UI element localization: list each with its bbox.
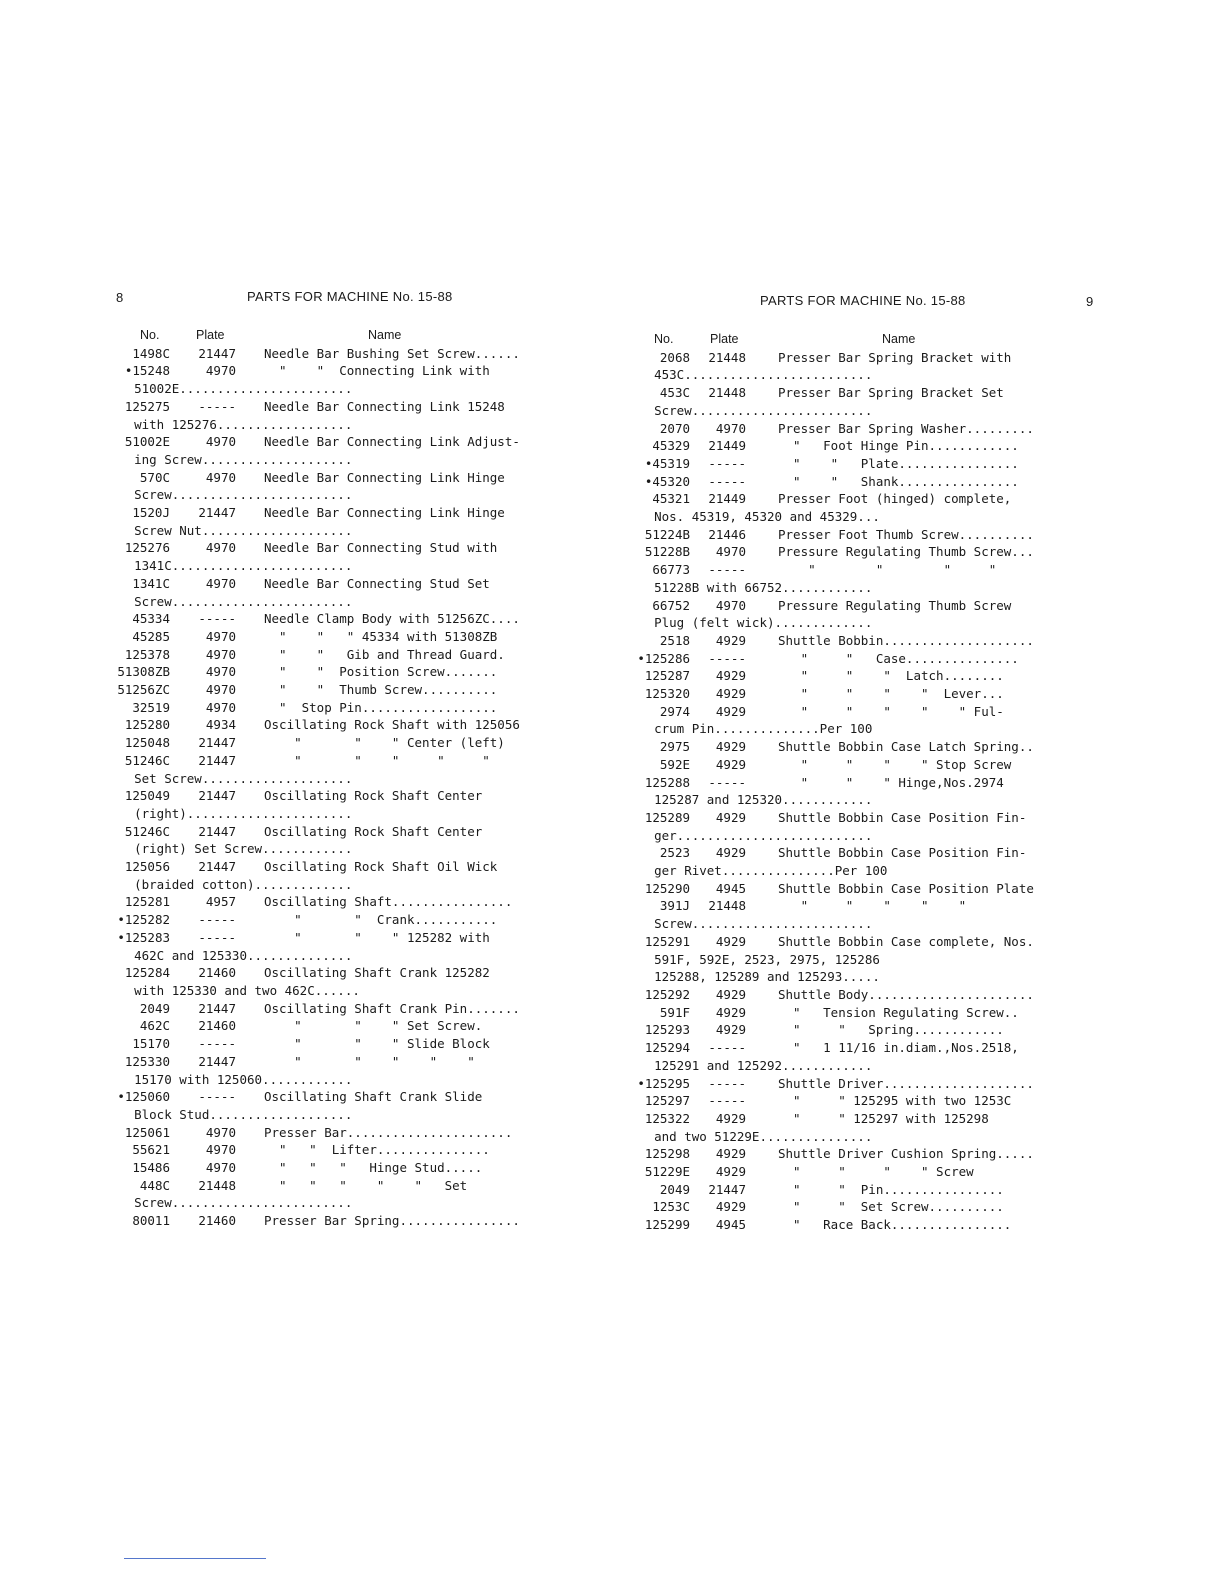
part-name: " Foot Hinge Pin............	[778, 438, 1019, 454]
part-number: 2518	[659, 632, 690, 648]
parts-row	[624, 880, 1034, 898]
part-number: 125320	[644, 686, 690, 702]
parts-row	[624, 349, 1034, 384]
plate-number: 4929	[715, 987, 746, 1002]
part-number: 125290	[644, 880, 690, 896]
parts-row	[624, 1145, 1034, 1163]
parts-row	[104, 787, 520, 822]
parts-row	[624, 490, 1034, 525]
part-name: " Tension Regulating Screw..	[778, 1004, 1019, 1020]
plate-number: 4929	[715, 1022, 746, 1038]
parts-row	[624, 420, 1034, 438]
left-page-title: PARTS FOR MACHINE No. 15-88	[247, 289, 453, 304]
plate-number: -----	[708, 1093, 746, 1109]
parts-row	[624, 685, 1034, 703]
part-name: Needle Bar Connecting Stud Set Screw........................	[134, 575, 490, 609]
parts-row	[624, 986, 1034, 1004]
parts-row	[104, 575, 520, 610]
part-number: 125291	[644, 933, 690, 949]
parts-row	[624, 1216, 1034, 1234]
part-name: Presser Bar Spring................	[264, 1213, 520, 1229]
plate-number: 4957	[205, 894, 236, 910]
part-number: 591F	[659, 1004, 690, 1020]
part-number: •45320	[644, 473, 690, 489]
parts-row	[104, 858, 520, 893]
parts-row	[104, 734, 520, 752]
plate-number: 21447	[198, 859, 236, 875]
part-name: " Race Back................	[778, 1217, 1012, 1233]
parts-row	[624, 1181, 1034, 1199]
part-number: 1253C	[652, 1199, 690, 1215]
plate-number: 21448	[198, 1177, 236, 1193]
parts-row	[104, 1017, 520, 1035]
part-name: " " Connecting Link with 51002E.......................	[134, 363, 490, 397]
part-name: " " " " " Set Screw........................	[134, 1177, 468, 1211]
part-number: 51224B	[644, 526, 690, 542]
left-parts-table	[104, 327, 520, 1230]
plate-number: 4970	[205, 1124, 236, 1140]
part-name: Oscillating Rock Shaft Oil Wick (braided cotton).............	[134, 859, 498, 892]
part-number: 51229E	[644, 1164, 690, 1180]
part-number: 51002E	[124, 434, 170, 450]
parts-row	[624, 561, 1034, 596]
part-name: " " " " Screw	[778, 1164, 974, 1180]
parts-row	[104, 1212, 520, 1230]
parts-row	[624, 384, 1034, 419]
plate-number: 4970	[715, 420, 746, 436]
plate-number: 4929	[715, 668, 746, 684]
parts-row	[104, 663, 520, 681]
parts-row	[104, 699, 520, 717]
plate-number: 4970	[205, 1160, 236, 1176]
parts-row	[624, 1092, 1034, 1110]
parts-row	[104, 610, 520, 628]
part-name: Presser Foot Thumb Screw..........	[778, 526, 1034, 542]
part-number: 125322	[644, 1110, 690, 1126]
plate-number: -----	[198, 398, 236, 414]
parts-row	[104, 1000, 520, 1018]
plate-number: -----	[708, 1075, 746, 1091]
part-number: 125378	[124, 646, 170, 662]
parts-row	[104, 752, 520, 787]
part-name: " " " Hinge,Nos.2974 125287 and 125320............	[654, 774, 1004, 808]
parts-row	[624, 933, 1034, 986]
plate-number: 4970	[205, 682, 236, 698]
part-number: •125286	[637, 650, 690, 666]
part-name: " " " " 51228B with 66752............	[654, 562, 997, 595]
plate-number: 21447	[198, 823, 236, 839]
parts-row	[104, 1035, 520, 1053]
part-name: Needle Bar Bushing Set Screw......	[264, 345, 520, 361]
plate-number: 21447	[708, 1181, 746, 1197]
plate-number: 21448	[708, 898, 746, 914]
plate-number: -----	[708, 774, 746, 790]
plate-number: 4929	[715, 739, 746, 755]
part-name: Shuttle Bobbin Case Position Plate	[778, 880, 1034, 896]
part-number: 45321	[652, 491, 690, 507]
plate-number: 4929	[715, 1164, 746, 1180]
plate-number: 21447	[198, 345, 236, 361]
part-number: 125284	[124, 965, 170, 981]
part-number: 125276	[124, 540, 170, 556]
parts-row	[624, 650, 1034, 668]
part-name: " " Lifter...............	[264, 1142, 490, 1158]
part-number: •125295	[637, 1075, 690, 1091]
part-name: Needle Clamp Body with 51256ZC....	[264, 611, 520, 627]
plate-number: -----	[708, 455, 746, 471]
parts-row	[104, 1141, 520, 1159]
part-name: " " Plate................	[778, 455, 1019, 471]
part-number: 1498C	[132, 345, 170, 361]
parts-row	[104, 893, 520, 911]
part-name: " " " 125282 with 462C and 125330..............	[134, 929, 490, 963]
part-name: Presser Bar Spring Bracket Set Screw........................	[654, 385, 1004, 418]
plate-number: 4970	[715, 597, 746, 613]
parts-row	[624, 1075, 1034, 1093]
part-name: " " 125297 with 125298 and two 51229E...............	[654, 1110, 989, 1144]
plate-number: 21460	[198, 1213, 236, 1229]
plate-number: 4970	[205, 540, 236, 556]
part-number: 2523	[659, 845, 690, 861]
parts-row	[104, 362, 520, 397]
header-plate: Plate	[196, 328, 225, 342]
part-name: Presser Bar......................	[264, 1124, 513, 1140]
part-name: Oscillating Shaft................	[264, 894, 513, 910]
part-number: 2974	[659, 703, 690, 719]
plate-number: 4929	[715, 1110, 746, 1126]
part-number: 125287	[644, 668, 690, 684]
parts-row	[104, 823, 520, 858]
plate-number: 21446	[708, 526, 746, 542]
part-name: Oscillating Shaft Crank Pin.......	[264, 1000, 520, 1016]
parts-row	[104, 1124, 520, 1142]
plate-number: 4970	[205, 628, 236, 644]
part-name: Shuttle Bobbin Case Position Fin- ger Rivet...............Per 100	[654, 845, 1027, 879]
parts-row	[104, 911, 520, 929]
header-no: No.	[140, 328, 160, 342]
parts-row	[624, 774, 1034, 809]
part-number: 51256ZC	[117, 682, 170, 698]
part-number: 45334	[132, 611, 170, 627]
part-number: 125292	[644, 987, 690, 1002]
plate-number: 4929	[715, 703, 746, 719]
parts-row	[104, 539, 520, 574]
part-name: Oscillating Rock Shaft with 125056	[264, 717, 520, 733]
parts-row	[104, 433, 520, 468]
plate-number: 21449	[708, 438, 746, 454]
part-name: " " " Latch........	[778, 668, 1004, 684]
plate-number: 4970	[205, 575, 236, 591]
plate-number: -----	[198, 611, 236, 627]
part-number: •125060	[117, 1089, 170, 1105]
part-number: 462C	[139, 1018, 170, 1034]
part-number: 125275	[124, 398, 170, 414]
part-number: •125283	[117, 929, 170, 945]
parts-row	[624, 437, 1034, 455]
right-page-title: PARTS FOR MACHINE No. 15-88	[760, 293, 966, 308]
plate-number: -----	[708, 473, 746, 489]
parts-row	[104, 1159, 520, 1177]
plate-number: -----	[708, 1040, 746, 1056]
part-name: Presser Bar Spring Washer.........	[778, 420, 1034, 436]
parts-row	[624, 1198, 1034, 1216]
part-name: " " Pin................	[778, 1181, 1004, 1197]
part-name: " " Spring............	[778, 1022, 1004, 1038]
part-name: " " Gib and Thread Guard.	[264, 646, 505, 662]
part-number: 2049	[139, 1000, 170, 1016]
plate-number: -----	[198, 912, 236, 928]
part-number: 125048	[124, 735, 170, 751]
parts-row	[104, 646, 520, 664]
part-name: Oscillating Shaft Crank 125282 with 125330 and two 462C......	[134, 965, 490, 998]
plate-number: 4970	[205, 664, 236, 680]
part-number: •45319	[644, 455, 690, 471]
part-name: Shuttle Bobbin....................	[778, 632, 1034, 648]
part-number: 570C	[139, 469, 170, 485]
header-name: Name	[368, 328, 402, 342]
parts-row	[104, 681, 520, 699]
left-table-header	[104, 327, 520, 345]
part-number: 125299	[644, 1217, 690, 1233]
part-name: " " Shank................	[778, 473, 1019, 489]
right-page-number: 9	[1086, 294, 1094, 309]
parts-row	[104, 469, 520, 504]
part-name: Shuttle Body......................	[778, 987, 1034, 1002]
header-no: No.	[654, 332, 674, 346]
parts-row	[104, 929, 520, 964]
part-number: 391J	[659, 898, 690, 914]
part-number: 125056	[124, 859, 170, 875]
parts-row	[104, 1177, 520, 1212]
plate-number: 21447	[198, 1053, 236, 1069]
plate-number: -----	[708, 650, 746, 666]
part-number: 1520J	[132, 505, 170, 521]
part-name: " " " Set Screw.	[264, 1018, 483, 1034]
plate-number: -----	[198, 1089, 236, 1105]
plate-number: 4970	[205, 363, 236, 379]
part-name: " Stop Pin..................	[264, 699, 498, 715]
part-number: 125061	[124, 1124, 170, 1140]
parts-row	[624, 1110, 1034, 1145]
part-number: 453C	[659, 385, 690, 401]
part-number: 125297	[644, 1093, 690, 1109]
part-name: " " Position Screw.......	[264, 664, 498, 680]
part-name: Shuttle Bobbin Case Latch Spring..	[778, 739, 1034, 755]
part-number: 51308ZB	[117, 664, 170, 680]
part-name: " " Thumb Screw..........	[264, 682, 498, 698]
part-name: Presser Foot (hinged) complete, Nos. 45319, 45320 and 45329...	[654, 491, 1012, 525]
part-name: " " 125295 with two 1253C	[778, 1093, 1012, 1109]
parts-row	[104, 716, 520, 734]
part-number: 15486	[132, 1160, 170, 1176]
parts-row	[624, 756, 1034, 774]
part-number: 66752	[652, 597, 690, 613]
plate-number: 4970	[205, 646, 236, 662]
part-name: " " Case...............	[778, 650, 1019, 666]
part-number: •125282	[117, 912, 170, 928]
part-number: 125294	[644, 1040, 690, 1056]
part-number: 51246C	[124, 823, 170, 839]
right-table-header	[624, 331, 1034, 349]
part-number: 592E	[659, 756, 690, 772]
part-name: " 1 11/16 in.diam.,Nos.2518, 125291 and 125292............	[654, 1040, 1019, 1073]
plate-number: 21447	[198, 752, 236, 768]
plate-number: -----	[198, 1036, 236, 1052]
part-name: " " " " " Screw........................	[654, 898, 967, 932]
parts-row	[624, 897, 1034, 932]
parts-row	[624, 703, 1034, 738]
plate-number: 21449	[708, 491, 746, 507]
parts-row	[624, 526, 1034, 544]
part-name: Needle Bar Connecting Link 15248 with 125276..................	[134, 398, 505, 432]
part-number: 45329	[652, 438, 690, 454]
parts-row	[624, 455, 1034, 473]
part-number: 125281	[124, 894, 170, 910]
parts-row	[104, 345, 520, 363]
part-number: 2068	[659, 349, 690, 365]
part-number: 15170	[132, 1036, 170, 1052]
part-name: Needle Bar Connecting Link Hinge Screw Nut....................	[134, 505, 505, 538]
plate-number: 4929	[715, 1199, 746, 1215]
plate-number: 21447	[198, 788, 236, 804]
parts-row	[624, 844, 1034, 879]
plate-number: 4929	[715, 756, 746, 772]
part-number: 51246C	[124, 752, 170, 768]
part-name: Pressure Regulating Thumb Screw Plug (felt wick).............	[654, 597, 1012, 631]
plate-number: 21447	[198, 505, 236, 521]
plate-number: 4929	[715, 686, 746, 702]
part-name: Presser Bar Spring Bracket with 453C.........................	[654, 349, 1012, 383]
plate-number: 4970	[205, 469, 236, 485]
parts-row	[104, 628, 520, 646]
part-number: 2070	[659, 420, 690, 436]
part-number: 55621	[132, 1142, 170, 1158]
plate-number: 21460	[198, 965, 236, 981]
plate-number: 4970	[715, 544, 746, 560]
part-name: Shuttle Bobbin Case Position Fin- ger..........................	[654, 809, 1027, 843]
plate-number: 4945	[715, 880, 746, 896]
plate-number: 4929	[715, 933, 746, 949]
part-name: Oscillating Shaft Crank Slide Block Stud...................	[134, 1089, 483, 1122]
plate-number: 21447	[198, 1000, 236, 1016]
header-name: Name	[882, 332, 916, 346]
parts-row	[624, 1039, 1034, 1074]
part-name: Oscillating Rock Shaft Center (right)......................	[134, 788, 483, 821]
part-name: Needle Bar Connecting Stud with 1341C........................	[134, 540, 498, 574]
part-number: 51228B	[644, 544, 690, 560]
plate-number: -----	[708, 562, 746, 578]
plate-number: 4934	[205, 717, 236, 733]
plate-number: 4929	[715, 845, 746, 861]
part-name: " " " Hinge Stud.....	[264, 1160, 483, 1176]
left-page-number: 8	[116, 290, 124, 305]
plate-number: 4970	[205, 1142, 236, 1158]
part-number: 2975	[659, 739, 690, 755]
parts-row	[104, 964, 520, 999]
part-number: 32519	[132, 699, 170, 715]
plate-number: 4929	[715, 1004, 746, 1020]
plate-number: -----	[198, 929, 236, 945]
part-name: Shuttle Driver Cushion Spring.....	[778, 1146, 1034, 1162]
parts-row	[624, 1004, 1034, 1022]
parts-row	[624, 473, 1034, 491]
parts-row	[624, 809, 1034, 844]
part-number: 125288	[644, 774, 690, 790]
part-number: 80011	[132, 1213, 170, 1229]
footer-rule	[124, 1558, 266, 1559]
plate-number: 21448	[708, 349, 746, 365]
part-name: " " Set Screw..........	[778, 1199, 1004, 1215]
part-name: Shuttle Driver....................	[778, 1075, 1034, 1091]
part-number: 45285	[132, 628, 170, 644]
parts-row	[624, 1021, 1034, 1039]
part-name: " " " 45334 with 51308ZB	[264, 628, 498, 644]
part-number: 2049	[659, 1181, 690, 1197]
part-name: Needle Bar Connecting Link Adjust- ing Screw....................	[134, 434, 520, 467]
part-number: 125049	[124, 788, 170, 804]
plate-number: 4929	[715, 632, 746, 648]
parts-row	[624, 632, 1034, 650]
parts-row	[624, 1163, 1034, 1181]
part-number: •15248	[124, 363, 170, 379]
part-name: " " " " " Ful- crum Pin..............Per 100	[654, 703, 1004, 737]
parts-row	[624, 597, 1034, 632]
part-name: " " " Center (left)	[264, 735, 505, 751]
parts-row	[104, 398, 520, 433]
plate-number: 4970	[205, 434, 236, 450]
part-number: 125298	[644, 1146, 690, 1162]
part-number: 125289	[644, 809, 690, 825]
part-number: 66773	[652, 562, 690, 578]
part-name: " " " " " Set Screw....................	[134, 752, 490, 786]
plate-number: 4970	[205, 699, 236, 715]
part-name: " " Crank...........	[264, 912, 498, 928]
right-parts-table	[624, 331, 1034, 1234]
part-number: 125330	[124, 1053, 170, 1069]
part-number: 448C	[139, 1177, 170, 1193]
parts-row	[104, 504, 520, 539]
parts-row	[624, 738, 1034, 756]
part-name: Needle Bar Connecting Link Hinge Screw........................	[134, 469, 505, 503]
part-name: Shuttle Bobbin Case complete, Nos. 591F, 592E, 2523, 2975, 125286 125288, 125289 and 125293.....	[654, 933, 1034, 985]
part-name: Pressure Regulating Thumb Screw...	[778, 544, 1034, 560]
part-number: 125280	[124, 717, 170, 733]
part-name: " " " " Lever...	[778, 686, 1004, 702]
plate-number: 4945	[715, 1217, 746, 1233]
part-name: " " " " Stop Screw	[778, 756, 1012, 772]
part-name: Oscillating Rock Shaft Center (right) Set Screw............	[134, 823, 483, 857]
plate-number: 4929	[715, 1146, 746, 1162]
plate-number: 21447	[198, 735, 236, 751]
parts-row	[104, 1053, 520, 1088]
parts-row	[624, 667, 1034, 685]
part-name: " " " " " 15170 with 125060............	[134, 1053, 475, 1087]
plate-number: 21460	[198, 1018, 236, 1034]
parts-row	[624, 543, 1034, 561]
parts-row	[104, 1088, 520, 1123]
part-number: 125293	[644, 1022, 690, 1038]
plate-number: 4929	[715, 809, 746, 825]
part-number: 1341C	[132, 575, 170, 591]
header-plate: Plate	[710, 332, 739, 346]
plate-number: 21448	[708, 385, 746, 401]
part-name: " " " Slide Block	[264, 1036, 490, 1052]
